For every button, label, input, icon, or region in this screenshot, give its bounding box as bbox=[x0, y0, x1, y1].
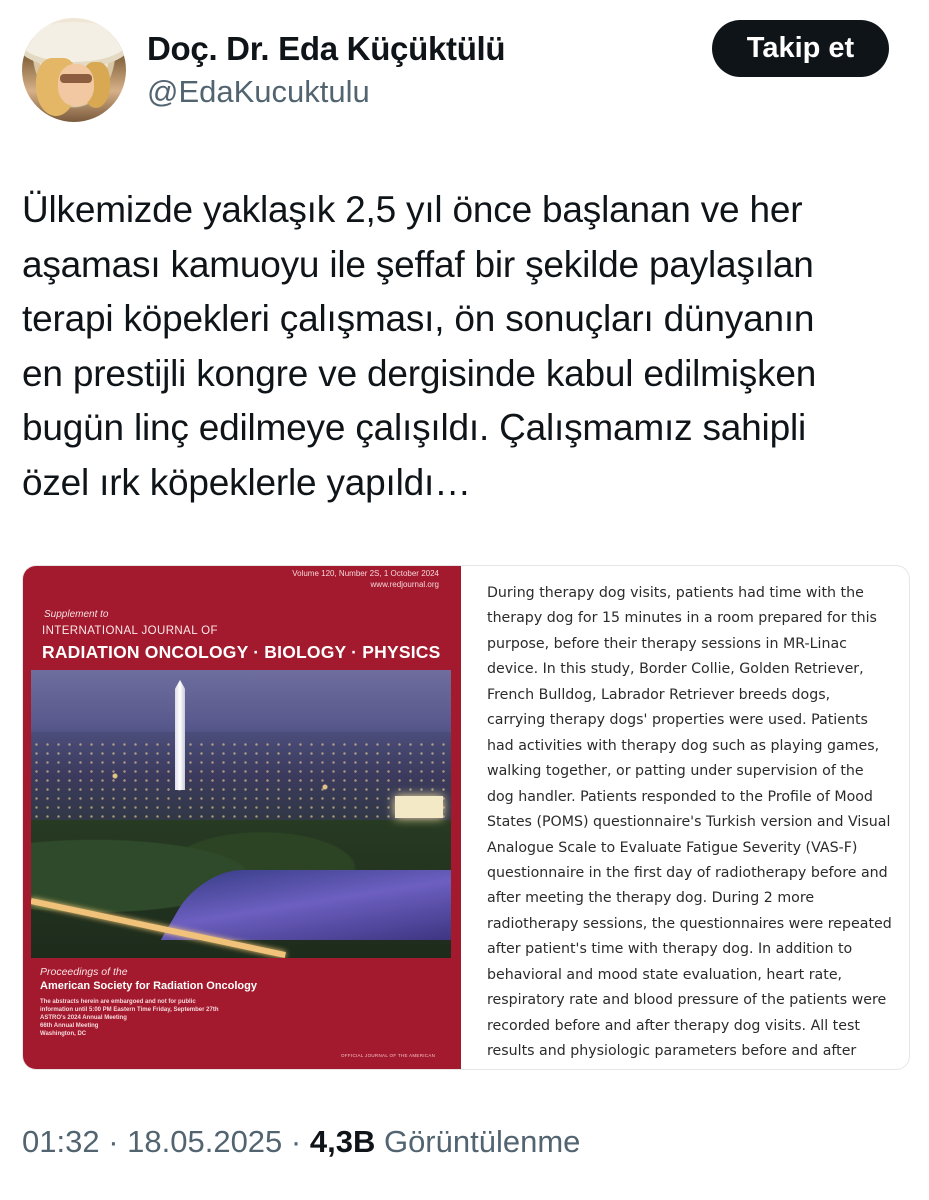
abstract-line: respiratory rate and blood pressure of the patients were bbox=[487, 992, 887, 1009]
abstract-line: purpose, before their therapy sessions in MR-Linac bbox=[487, 635, 847, 652]
meta-separator: · bbox=[99, 1124, 128, 1159]
journal-cover bbox=[23, 566, 461, 1069]
abstract-line: recorded before and after therapy dog visits. All test bbox=[487, 1017, 860, 1034]
author-avatar[interactable] bbox=[22, 18, 126, 122]
tweet-text-line: terapi köpekleri çalışması, ön sonuçları dünyanın bbox=[22, 298, 815, 339]
abstract-line: During therapy dog visits, patients had time with the bbox=[487, 585, 864, 601]
journal-title: RADIATION ONCOLOGY · BIOLOGY · PHYSICS bbox=[42, 642, 441, 662]
follow-button[interactable]: Takip et bbox=[712, 20, 889, 77]
journal-supplement: Supplement to bbox=[44, 609, 109, 620]
cover-photo-washington bbox=[31, 670, 451, 958]
tweet-date[interactable]: 18.05.2025 bbox=[127, 1124, 283, 1159]
abstract-line: behavioral and mood state evaluation, heart rate, bbox=[487, 966, 843, 983]
abstract-line: device. In this study, Border Collie, Golden Retriever, bbox=[487, 661, 864, 678]
abstract-line: radiotherapy sessions, the questionnaires were repeated bbox=[487, 915, 892, 932]
tweet-text-line: bugün linç edilmeye çalışıldı. Çalışmamız sahipli bbox=[22, 407, 806, 448]
abstract-text bbox=[487, 581, 907, 1065]
views-count[interactable]: 4,3B bbox=[309, 1124, 376, 1159]
proceedings-label: Proceedings of the bbox=[40, 966, 128, 978]
abstract-line: questionnaire in the first day of radiotherapy before and bbox=[487, 864, 888, 881]
tweet-text bbox=[22, 183, 917, 510]
official-journal-note: OFFICIAL JOURNAL OF THE AMERICAN bbox=[341, 1053, 436, 1058]
abstract-line: after patient's time with therapy dog. In addition to bbox=[487, 941, 853, 958]
abstract-line: Analogue Scale to Evaluate Fatigue Severity (VAS-F) bbox=[487, 839, 858, 856]
abstract-line: carrying therapy dogs' properties were used. Patients bbox=[487, 712, 868, 729]
avatar-sunglasses bbox=[60, 74, 92, 83]
tweet-text-line: en prestijli kongre ve dergisinde kabul edilmişken bbox=[22, 352, 817, 394]
views-label: Görüntülenme bbox=[375, 1124, 581, 1159]
photo-lincoln-memorial bbox=[395, 796, 443, 818]
avatar-hat bbox=[22, 22, 126, 68]
cover-fine-print: The abstracts herein are embargoed and not for public information until 5:00 PM Eastern Time Friday, September 27th ASTRO's 2024 Annual Meeting 66th Annual Meeting Washington, DC bbox=[40, 999, 219, 1037]
abstract-line: States (POMS) questionnaire's Turkish version and Visual bbox=[487, 814, 891, 831]
abstract-line: had activities with therapy dog such as playing games, bbox=[487, 737, 880, 754]
tweet-text-line: Ülkemizde yaklaşık 2,5 yıl önce başlanan ve her bbox=[22, 189, 803, 230]
tweet-media-image[interactable] bbox=[22, 565, 910, 1070]
abstract-line: dog handler. Patients responded to the Profile of Mood bbox=[487, 788, 873, 805]
avatar-face bbox=[58, 64, 94, 106]
tweet-meta bbox=[22, 1124, 580, 1160]
author-handle[interactable]: @EdaKucuktulu bbox=[147, 74, 370, 109]
abstract-line: after meeting the therapy dog. During 2 more bbox=[487, 890, 815, 907]
abstract-line: walking together, or patting under supervision of the bbox=[487, 763, 864, 780]
tweet-text-line: aşaması kamuoyu ile şeffaf bir şekilde paylaşılan bbox=[22, 243, 814, 285]
society-name: American Society for Radiation Oncology bbox=[40, 980, 257, 992]
abstract-line: therapy dog for 15 minutes in a room prepared for this bbox=[487, 610, 877, 627]
journal-name: INTERNATIONAL JOURNAL OF bbox=[42, 625, 218, 637]
tweet-text-line: özel ırk köpeklerle yapıldı… bbox=[22, 461, 471, 503]
author-display-name[interactable]: Doç. Dr. Eda Küçüktülü bbox=[147, 30, 506, 67]
meta-separator: · bbox=[282, 1124, 310, 1159]
tweet-time[interactable]: 01:32 bbox=[22, 1124, 100, 1159]
photo-washington-monument bbox=[175, 680, 185, 790]
abstract-line: results and physiologic parameters before and after bbox=[487, 1043, 857, 1060]
abstract-line: French Bulldog, Labrador Retriever breeds dogs, bbox=[487, 686, 831, 703]
journal-volume: Volume 120, Number 2S, 1 October 2024 www.redjournal.org bbox=[292, 569, 439, 589]
